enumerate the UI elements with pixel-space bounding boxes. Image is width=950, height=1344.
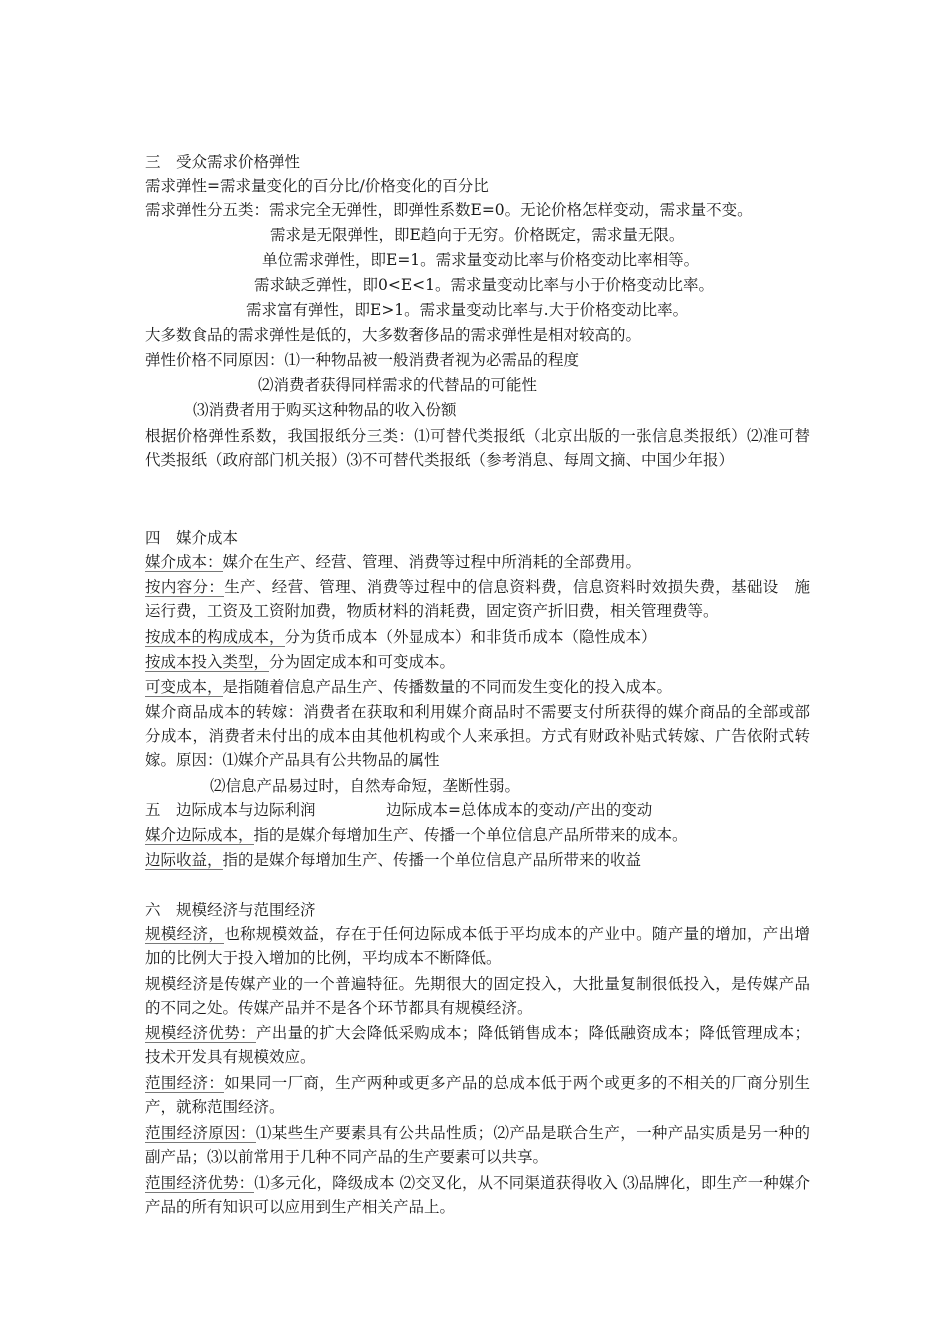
cost-by-content: 按内容分：生产、经营、管理、消费等过程中的信息资料费，信息资料时效损失费，基础设 施运行费，工资及工资附加费，物质材料的消耗费，固定资产折旧费，相关管理费等。 [145,578,810,620]
marginal-revenue-term: 边际收益， [145,851,223,869]
section-6-heading: 六 规模经济与范围经济 [145,901,316,919]
media-marginal-cost: 媒介边际成本，指的是媒介每增加生产、传播一个单位信息产品所带来的成本。 [145,826,688,844]
cost-by-content-term: 按内容分： [145,578,225,596]
cost-by-input-type: 按成本投入类型，分为固定成本和可变成本。 [145,653,456,671]
cost-transfer-term: 媒介商品成本的转嫁： [145,703,304,721]
cost-by-input-term: 按成本投入类型， [145,653,270,671]
elasticity-type-4: 需求缺乏弹性，即0<E<1。需求量变动比率与小于价格变动比率。 [254,276,715,294]
media-cost-term: 媒介成本： [145,553,223,571]
economies-of-scope-term: 范围经济： [145,1074,225,1092]
cost-transfer-reason-2: ⑵信息产品易过时，自然寿命短，垄断性弱。 [210,777,521,795]
variable-cost: 可变成本，是指随着信息产品生产、传播数量的不同而发生变化的投入成本。 [145,678,673,696]
elasticity-type-2: 需求是无限弹性，即E趋向于无穷。价格既定，需求量无限。 [270,226,685,244]
scope-advantages: 范围经济优势：⑴多元化，降级成本 ⑵交叉化，从不同渠道获得收入 ⑶品牌化，即生产一种媒介产品的所有知识可以应用到生产相关产品上。 [145,1174,810,1216]
scope-reasons-term: 范围经济原因： [145,1124,256,1142]
elasticity-reason-2: ⑵消费者获得同样需求的代替品的可能性 [258,376,538,394]
marginal-cost-formula: 边际成本=总体成本的变动/产出的变动 [386,801,653,819]
elasticity-type-3: 单位需求弹性，即E=1。需求量变动比率与价格变动比率相等。 [262,251,700,269]
elasticity-five-types: 需求弹性分五类：需求完全无弹性，即弹性系数E=0。无论价格怎样变动，需求量不变。 [145,201,753,219]
scale-feature: 规模经济是传媒产业的一个普遍特征。先期很大的固定投入，大批量复制很低投入，是传媒产品的不同之处。传媒产品并不是各个环节都具有规模经济。 [145,975,810,1017]
cost-transfer: 媒介商品成本的转嫁：消费者在获取和利用媒介商品时不需要支付所获得的媒介商品的全部或部分成本，消费者未付出的成本由其他机构或个人来承担。方式有财政补贴式转嫁、广告依附式转嫁。原因：⑴媒介产品具有公共物品的属性 [145,703,810,769]
scope-advantages-term: 范围经济优势： [145,1174,255,1192]
elasticity-type-5: 需求富有弹性，即E>1。需求量变动比率与.大于价格变动比率。 [246,301,689,319]
cost-by-structure-term: 按成本的构成成本， [145,628,285,646]
economies-of-scale-term: 规模经济， [145,925,225,943]
elasticity-reason-1: 弹性价格不同原因：⑴一种物品被一般消费者视为必需品的程度 [145,351,580,369]
section-4-heading: 四 媒介成本 [145,529,239,547]
cost-by-structure: 按成本的构成成本，分为货币成本（外显成本）和非货币成本（隐性成本） [145,628,657,646]
marginal-revenue: 边际收益，指的是媒介每增加生产、传播一个单位信息产品所带来的收益 [145,851,642,869]
variable-cost-term: 可变成本， [145,678,223,696]
scope-reasons: 范围经济原因：⑴某些生产要素具有公共品性质；⑵产品是联合生产，一种产品实质是另一种的副产品；⑶以前常用于几种不同产品的生产要素可以共享。 [145,1124,810,1166]
scale-advantages-term: 规模经济优势： [145,1024,256,1042]
newspaper-classification: 根据价格弹性系数，我国报纸分三类：⑴可替代类报纸（北京出版的一张信息类报纸）⑵准可替代类报纸（政府部门机关报）⑶不可替代类报纸（参考消息、每周文摘、中国少年报） [145,427,810,469]
economies-of-scope: 范围经济：如果同一厂商，生产两种或更多产品的总成本低于两个或更多的不相关的厂商分别生产，就称范围经济。 [145,1074,810,1116]
food-luxury-note: 大多数食品的需求弹性是低的，大多数奢侈品的需求弹性是相对较高的。 [145,326,642,344]
economies-of-scale: 规模经济，也称规模效益，存在于任何边际成本低于平均成本的产业中。随产量的增加，产出增加的比例大于投入增加的比例，平均成本不断降低。 [145,925,810,967]
elasticity-reason-3: ⑶消费者用于购买这种物品的收入份额 [193,401,457,419]
section-5-heading: 五 边际成本与边际利润 [145,801,316,819]
section-3-heading: 三 受众需求价格弹性 [145,153,301,171]
scale-advantages: 规模经济优势：产出量的扩大会降低采购成本；降低销售成本；降低融资成本；降低管理成本；技术开发具有规模效应。 [145,1024,810,1066]
elasticity-formula: 需求弹性=需求量变化的百分比/价格变化的百分比 [145,177,489,195]
media-cost-definition: 媒介成本：媒介在生产、经营、管理、消费等过程中所消耗的全部费用。 [145,553,642,571]
media-marginal-cost-term: 媒介边际成本， [145,826,254,844]
